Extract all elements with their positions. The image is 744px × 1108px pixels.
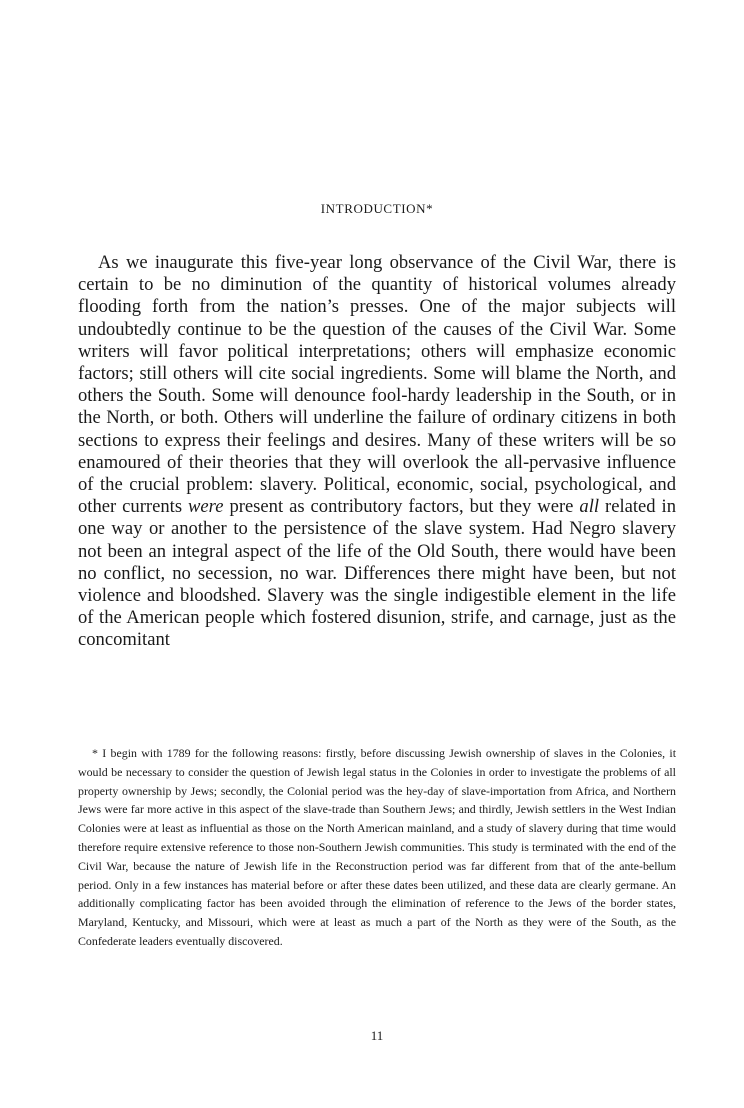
emphasis-all: all bbox=[579, 496, 600, 518]
chapter-heading: INTRODUCTION* bbox=[320, 201, 434, 216]
book-page bbox=[78, 0, 676, 1108]
body-text-part-3: related in one way or another to the persistence of the slave system. Had Negro slavery not been an integral aspect of the life of the Old South, there would have been no conflict, no secession, no war. Differences there might have been, but not violence and bloodshed. Slavery was the single indigestible element in the life of the American people which fostered disunion, strife, and carnage, just as the concomitant bbox=[78, 496, 677, 651]
emphasis-were: were bbox=[188, 496, 224, 518]
body-text-part-2: present as contributory factors, but they were bbox=[223, 496, 580, 518]
footnote: * I begin with 1789 for the following reasons: firstly, before discussing Jewish ownership of slaves in the Colonies, it would be necessary to consider the question of Jewish legal status in the Colonies in order to investigate the problems of all property ownership by Jews; secondly, the Colonial period was the hey-day of slave-importation from Africa, and Northern Jews were far more active in this aspect of the slave-trade than Southern Jews; and thirdly, Jewish settlers in the West Indian Colonies were at least as influential as those on the North American mainland, and a study of slavery during that time would therefore require extensive reference to those non-Southern Jewish communities. This study is terminated with the end of the Civil War, because the nature of Jewish life in the Reconstruction period was far different from that of the ante-bellum period. Only in a few instances has material before or after these dates been utilized, and these data are clearly germane. An additionally complicating factor has been avoided through the elimination of reference to the Jews of the border states, Maryland, Kentucky, and Missouri, which were at least as much a part of the North as they were of the South, as the Confederate leaders eventually discovered. bbox=[78, 746, 676, 948]
body-paragraph bbox=[78, 252, 676, 652]
page-number: 11 bbox=[370, 1028, 384, 1043]
body-text-part-1: As we inaugurate this five-year long observance of the Civil War, there is certain to be no diminution of the quantity of historical volumes already flooding forth from the nation’s presses. One of the major subjects will undoubtedly continue to be the question of the causes of the Civil War. Some writers will favor political interpretations; others will emphasize economic factors; still others will cite social ingredients. Some will blame the North, and others the South. Some will denounce fool-hardy leadership in the South, or in the North, or both. Others will underline the failure of ordinary citizens in both sections to express their feelings and desires. Many of these writers will be so enamoured of their theories that they will overlook the all-pervasive influence of the crucial problem: slavery. Political, economic, social, psychological, and other currents bbox=[78, 252, 676, 518]
